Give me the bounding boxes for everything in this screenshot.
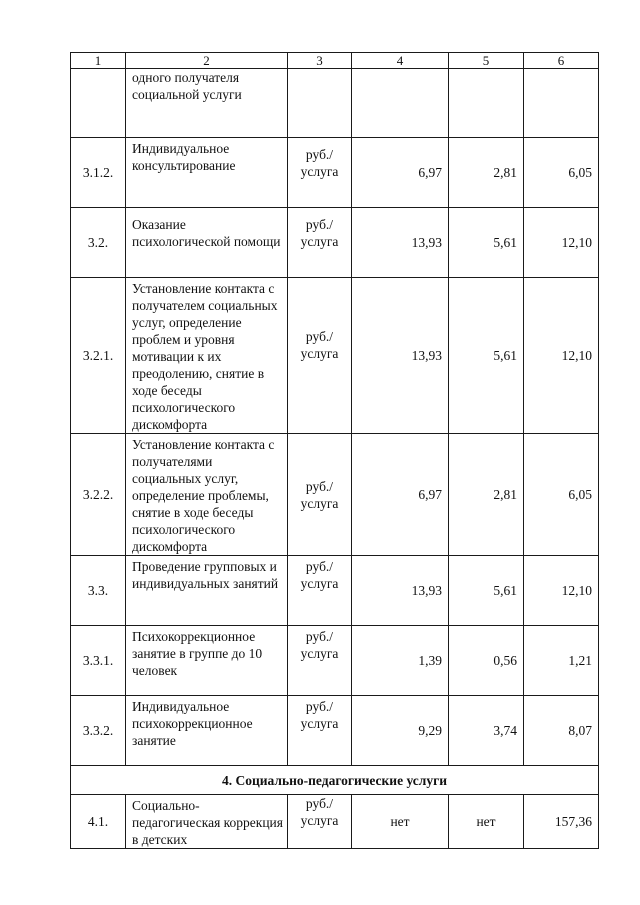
- value-col4: 6,97: [352, 138, 449, 208]
- row-number: 3.3.2.: [71, 696, 126, 766]
- value-col6: 8,07: [524, 696, 599, 766]
- unit: руб./ услуга: [288, 556, 352, 626]
- value-col6: 157,36: [524, 795, 599, 849]
- column-number: 5: [449, 53, 524, 69]
- value-col5: [449, 69, 524, 138]
- row-number: 3.3.: [71, 556, 126, 626]
- value-col4: 13,93: [352, 278, 449, 434]
- service-name: Социально-педагогическая коррекция в детских: [126, 795, 288, 849]
- service-name: Психокоррекционное занятие в группе до 10 человек: [126, 626, 288, 696]
- value-col6: 6,05: [524, 434, 599, 556]
- value-col5: 0,56: [449, 626, 524, 696]
- row-number: 4.1.: [71, 795, 126, 849]
- section-row: [71, 766, 599, 795]
- unit: руб./ услуга: [288, 138, 352, 208]
- value-col5: 5,61: [449, 278, 524, 434]
- value-col6: 12,10: [524, 208, 599, 278]
- unit: руб./ услуга: [288, 696, 352, 766]
- service-name: Установление контакта с получателями социальных услуг, определение проблемы, снятие в ходе беседы психологического дискомфорта: [126, 434, 288, 556]
- table-row: [71, 696, 599, 766]
- row-number: 3.2.2.: [71, 434, 126, 556]
- tariff-table: [70, 52, 599, 849]
- service-name: Оказание психологической помощи: [126, 208, 288, 278]
- column-number: 3: [288, 53, 352, 69]
- value-col4: 13,93: [352, 556, 449, 626]
- table-row: [71, 795, 599, 849]
- service-name: Индивидуальное психокоррекционное занятие: [126, 696, 288, 766]
- unit: [288, 69, 352, 138]
- value-col6: 12,10: [524, 278, 599, 434]
- unit: руб./ услуга: [288, 795, 352, 849]
- unit: руб./ услуга: [288, 626, 352, 696]
- column-number: 4: [352, 53, 449, 69]
- unit: руб./ услуга: [288, 434, 352, 556]
- row-number: 3.1.2.: [71, 138, 126, 208]
- value-col6: 12,10: [524, 556, 599, 626]
- value-col5: 2,81: [449, 138, 524, 208]
- table-row: [71, 434, 599, 556]
- value-col4: 6,97: [352, 434, 449, 556]
- table-row: [71, 626, 599, 696]
- value-col4: нет: [352, 795, 449, 849]
- value-col6: 1,21: [524, 626, 599, 696]
- table-row: [71, 138, 599, 208]
- row-number: 3.2.: [71, 208, 126, 278]
- column-number: 1: [71, 53, 126, 69]
- value-col5: нет: [449, 795, 524, 849]
- unit: руб./ услуга: [288, 278, 352, 434]
- column-number: 6: [524, 53, 599, 69]
- column-number: 2: [126, 53, 288, 69]
- value-col5: 3,74: [449, 696, 524, 766]
- table-row: [71, 69, 599, 138]
- table-row: [71, 208, 599, 278]
- service-name: Установление контакта с получателем социальных услуг, определение проблем и уровня мотивации к их преодолению, снятие в ходе беседы психологического дискомфорта: [126, 278, 288, 434]
- section-heading: 4. Социально-педагогические услуги: [71, 766, 599, 795]
- row-number: 3.2.1.: [71, 278, 126, 434]
- service-name: Индивидуальное консультирование: [126, 138, 288, 208]
- table-row: [71, 278, 599, 434]
- table-row: [71, 556, 599, 626]
- value-col6: 6,05: [524, 138, 599, 208]
- row-number: [71, 69, 126, 138]
- value-col4: [352, 69, 449, 138]
- row-number: 3.3.1.: [71, 626, 126, 696]
- column-number-row: [71, 53, 599, 69]
- value-col5: 5,61: [449, 556, 524, 626]
- value-col4: 9,29: [352, 696, 449, 766]
- value-col5: 2,81: [449, 434, 524, 556]
- value-col6: [524, 69, 599, 138]
- value-col5: 5,61: [449, 208, 524, 278]
- unit: руб./ услуга: [288, 208, 352, 278]
- service-name: Проведение групповых и индивидуальных занятий: [126, 556, 288, 626]
- value-col4: 13,93: [352, 208, 449, 278]
- value-col4: 1,39: [352, 626, 449, 696]
- service-name: одного получателя социальной услуги: [126, 69, 288, 138]
